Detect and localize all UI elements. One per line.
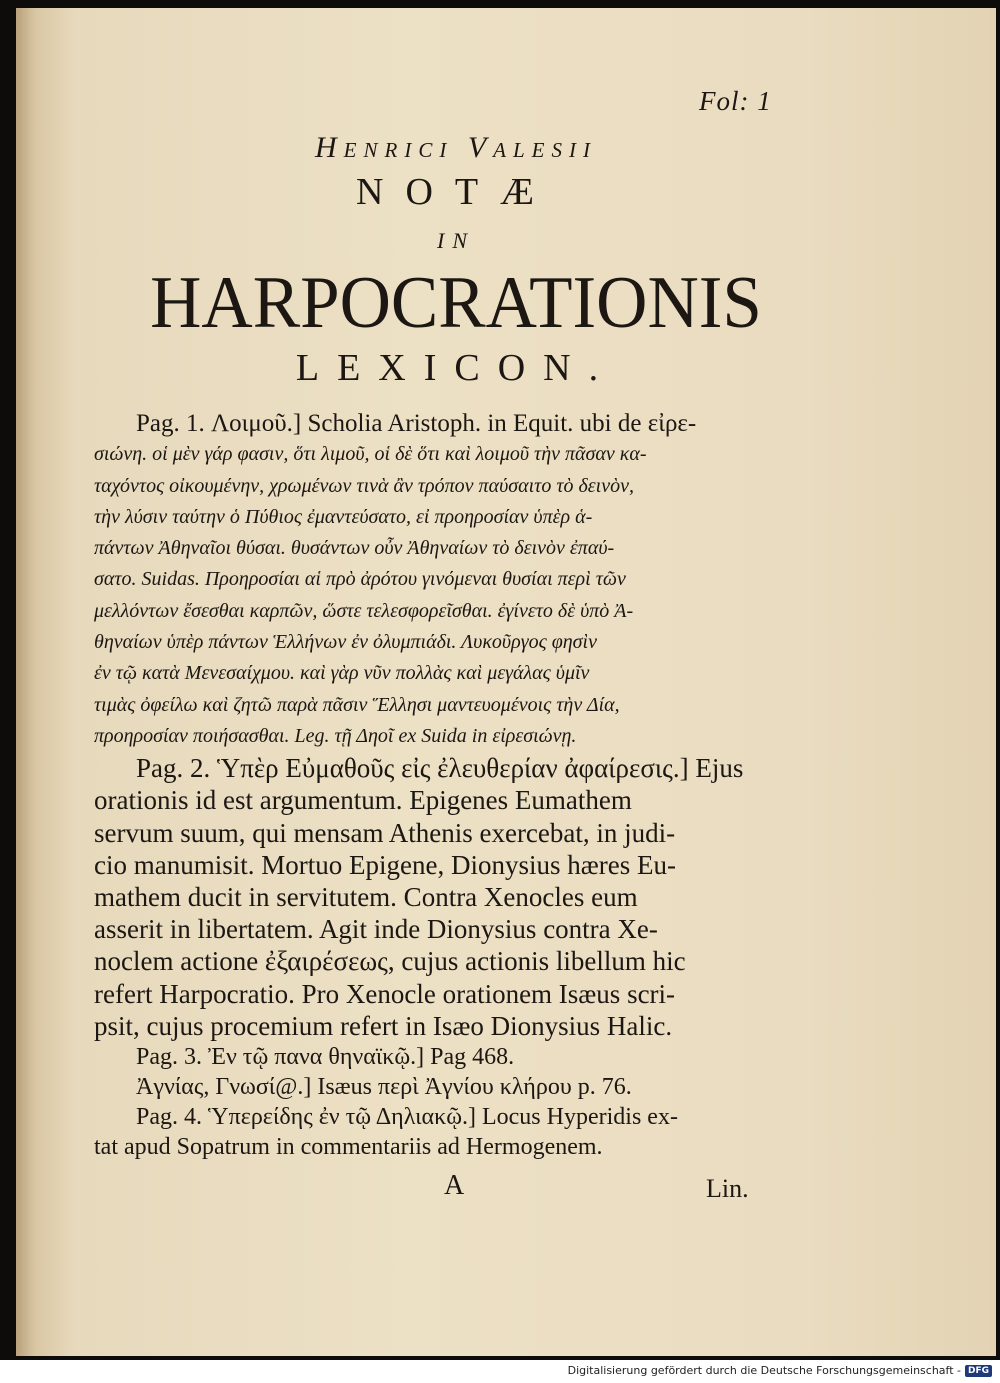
title-lexicon: LEXICON. [295,347,617,389]
text-line: servum suum, qui mensam Athenis exercebat, in judi- [94,817,676,848]
text-line: πάντων Ἀθηναῖοι θύσαι. θυσάντων οὖν Ἀθηναίων τὸ δεινὸν ἐπαύ- [94,537,615,560]
title-in: IN [437,228,475,253]
text-line: Pag. 2. Ὑπὲρ Εὐμαθοῦς εἰς ἐλευθερίαν ἀφαίρεσις.] Ejus [136,753,744,784]
footer-credit [568,1364,992,1377]
text-line: psit, cujus procemium refert in Isæo Dionysius Halic. [94,1010,673,1041]
text-line: τιμὰς ὀφείλω καὶ ζητῶ παρὰ πᾶσιν Ἕλλησι μαντευομένοις τὴν Δία, [94,693,620,716]
text-line: orationis id est argumentum. Epigenes Eumathem [94,785,632,816]
folio-number: Fol: 1 [699,86,772,116]
title-notae: NOTÆ [356,171,556,213]
signature-mark: A [444,1170,465,1201]
text-line: cio manumisit. Mortuo Epigene, Dionysius hæres Eu- [94,849,676,880]
text-line: σατο. Suidas. Προηροσίαι αἱ πρὸ ἀρότου γινόμεναι θυσίαι περὶ τῶν [94,568,626,591]
text-line: προηροσίαν ποιήσασθαι. Leg. τῇ Δηοῖ ex Suida in εἰρεσιώνῃ. [94,724,577,747]
dfg-logo: DFG [965,1365,992,1377]
text-line: refert Harpocratio. Pro Xenocle orationem Isæus scri- [94,978,676,1009]
title-author: Henrici Valesii [315,131,597,164]
text-line: tat apud Sopatrum in commentariis ad Hermogenem. [94,1133,603,1160]
text-line: μελλόντων ἔσεσθαι καρπῶν, ὥστε τελεσφορεῖσθαι. ἐγίνετο δὲ ὑπὸ Ἀ- [94,599,634,622]
text-line: mathem ducit in servitutem. Contra Xenocles eum [94,882,638,913]
text-line: asserit in libertatem. Agit inde Dionysius contra Xe- [94,914,658,945]
text-line: ἐν τῷ κατὰ Μενεσαίχμου. καὶ γὰρ νῦν πολλὰς καὶ μεγάλας ὑμῖν [94,662,590,685]
body-text [94,408,794,1162]
book-page [16,8,996,1356]
text-line: Pag. 3. Ἐν τῷ πανα θηναϊκῷ.] Pag 468. [136,1043,515,1070]
text-line: Pag. 1. Λοιμοῦ.] Scholia Aristoph. in Equit. ubi de εἰρε- [136,410,697,437]
text-line: Pag. 4. Ὑπερείδης ἐν τῷ Δηλιακῷ.] Locus Hyperidis ex- [136,1103,678,1130]
text-line: noclem actione ἐξαιρέσεως, cujus actionis libellum hic [94,946,686,977]
text-line: ταχόντος οἰκουμένην, χρωμένων τινὰ ἂν τρόπον παύσαιτο τὸ δεινὸν, [94,474,634,497]
footer-text: Digitalisierung gefördert durch die Deutsche Forschungsgemeinschaft - [567,1364,961,1377]
text-line: τὴν λύσιν ταύτην ὁ Πύθιος ἐμαντεύσατο, εἰ προηροσίαν ὑπὲρ ἁ- [94,505,593,528]
text-line: θηναίων ὑπὲρ πάντων Ἑλλήνων ἐν ὀλυμπιάδι. Λυκοῦργος φησὶν [94,631,597,654]
title-main: HARPOCRATIONIS [150,262,762,344]
catchword: Lin. [706,1174,749,1203]
text-line: σιώνη. οἱ μὲν γάρ φασιν, ὅτι λιμοῦ, οἱ δὲ ὅτι καὶ λοιμοῦ τὴν πᾶσαν κα- [94,443,647,466]
text-line: Ἀγνίας, Γνωσί@.] Isæus περὶ Ἀγνίου κλήρου p. 76. [136,1073,632,1100]
